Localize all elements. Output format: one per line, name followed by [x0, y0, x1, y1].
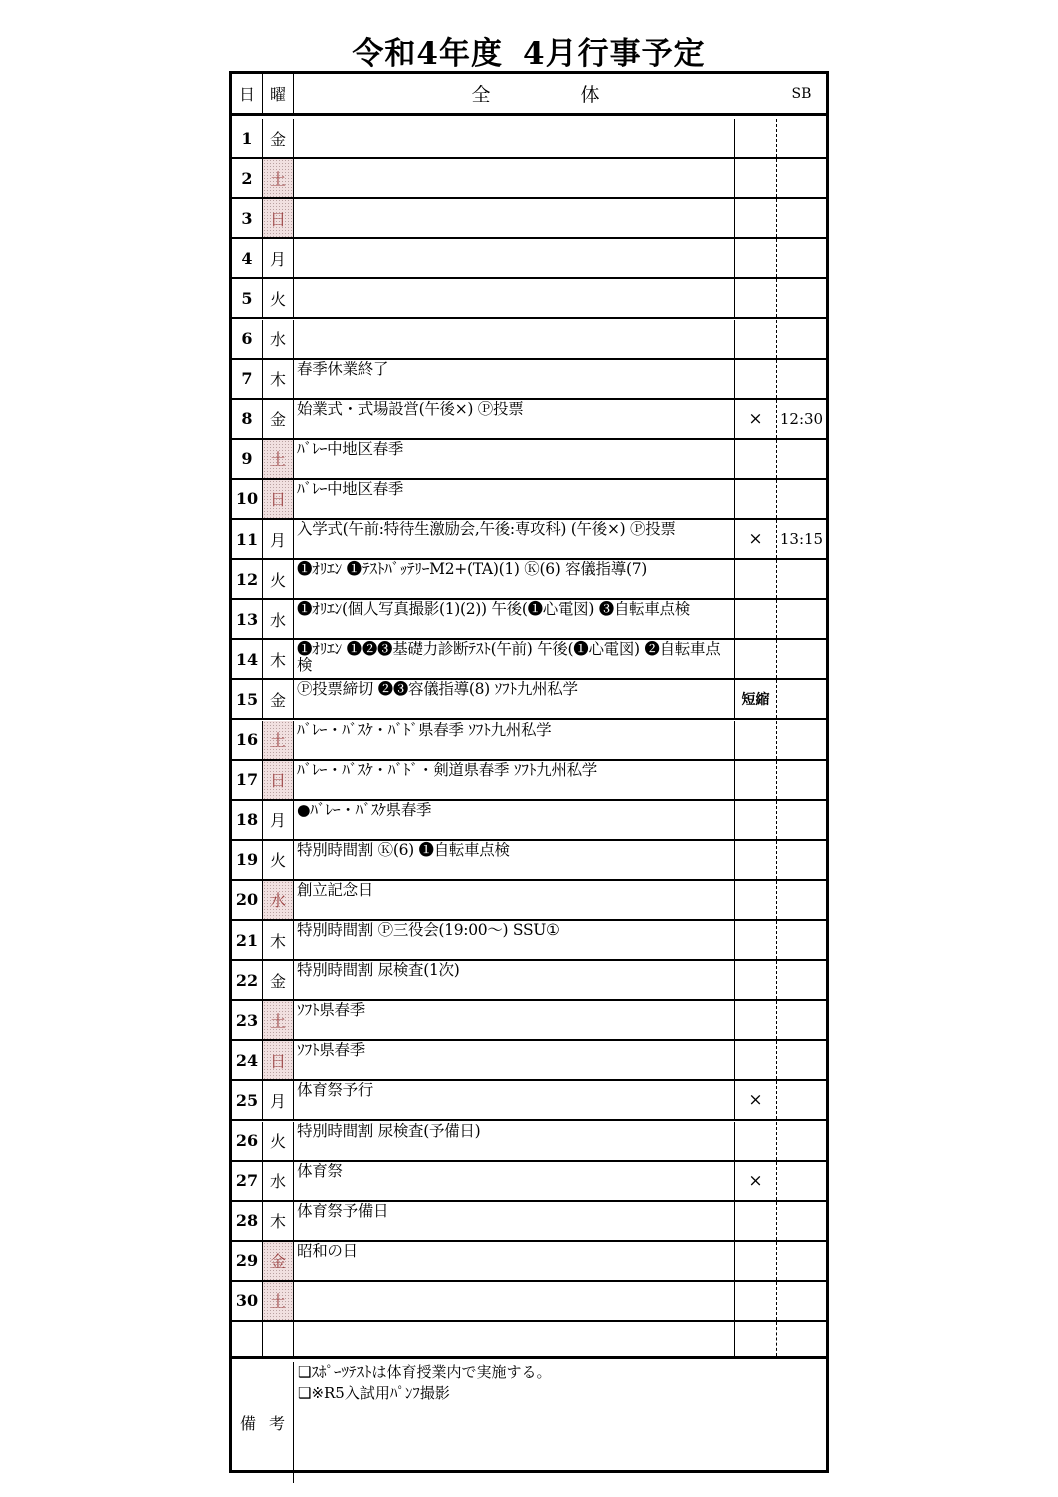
sb-cell — [777, 841, 826, 879]
event-cell: 特別時間割 尿検査(1次) — [294, 961, 735, 999]
table-row — [232, 841, 826, 881]
mark-cell — [735, 961, 777, 999]
mark-cell — [735, 1001, 777, 1039]
table-row — [232, 1242, 826, 1282]
table-row — [232, 1041, 826, 1081]
mark-cell — [735, 600, 777, 638]
day-number: 14 — [232, 640, 263, 678]
blank-row — [232, 1322, 826, 1359]
event-cell: ﾊﾞﾚｰ・ﾊﾞｽｹ・ﾊﾞﾄﾞ・剣道県春季 ｿﾌﾄ九州私学 — [294, 761, 735, 799]
event-cell — [294, 279, 735, 317]
table-row — [232, 680, 826, 720]
weekday-cell: 木 — [263, 640, 294, 678]
blank-cell — [232, 1322, 263, 1356]
day-number: 19 — [232, 841, 263, 879]
weekday-cell: 水 — [263, 320, 294, 358]
weekday-cell: 火 — [263, 1122, 294, 1160]
event-cell: Ⓟ投票締切 ❷❸容儀指導(8) ｿﾌﾄ九州私学 — [294, 680, 735, 718]
weekday-cell: 月 — [263, 520, 294, 558]
sb-cell — [777, 360, 826, 398]
day-number: 2 — [232, 159, 263, 197]
weekday-cell: 日 — [263, 480, 294, 518]
day-number: 16 — [232, 721, 263, 759]
mark-cell — [735, 1242, 777, 1280]
day-number: 22 — [232, 961, 263, 999]
day-number: 20 — [232, 881, 263, 919]
table-row — [232, 1122, 826, 1162]
mark-cell — [735, 480, 777, 518]
table-row — [232, 801, 826, 841]
mark-cell: × — [735, 1162, 777, 1200]
mark-cell — [735, 1041, 777, 1079]
notes-line: ❑ｽﾎﾟｰﾂﾃｽﾄは体育授業内で実施する。 — [298, 1363, 552, 1381]
day-number: 28 — [232, 1202, 263, 1240]
day-number: 30 — [232, 1282, 263, 1320]
day-number: 11 — [232, 520, 263, 558]
mark-cell — [735, 721, 777, 759]
day-number: 5 — [232, 279, 263, 317]
table-row — [232, 520, 826, 560]
day-number: 1 — [232, 119, 263, 157]
day-number: 24 — [232, 1041, 263, 1079]
sb-cell — [777, 1001, 826, 1039]
event-cell: 創立記念日 — [294, 881, 735, 919]
event-cell: 入学式(午前:特待生激励会,午後:専攻科) (午後×) Ⓟ投票 — [294, 520, 735, 558]
table-row — [232, 440, 826, 480]
sb-cell — [777, 961, 826, 999]
blank-cell — [294, 1322, 735, 1356]
weekday-cell: 木 — [263, 921, 294, 959]
event-cell: ｿﾌﾄ県春季 — [294, 1041, 735, 1079]
mark-cell: 短縮 — [735, 680, 777, 718]
day-number: 7 — [232, 360, 263, 398]
weekday-cell: 日 — [263, 1041, 294, 1079]
weekday-cell: 火 — [263, 841, 294, 879]
mark-cell — [735, 239, 777, 277]
sb-cell — [777, 1162, 826, 1200]
table-row — [232, 1202, 826, 1242]
weekday-cell: 月 — [263, 239, 294, 277]
event-cell: ❶ｵﾘｴﾝ ❶❷❸基礎力診断ﾃｽﾄ(午前) 午後(❶心電図) ❷自転車点検 — [294, 640, 735, 678]
table-row — [232, 560, 826, 600]
day-number: 27 — [232, 1162, 263, 1200]
event-cell — [294, 239, 735, 277]
notes-row — [232, 1362, 826, 1483]
event-cell: 特別時間割 Ⓟ三役会(19:00～) SSU① — [294, 921, 735, 959]
day-number: 6 — [232, 320, 263, 358]
sb-cell — [777, 279, 826, 317]
event-cell: 体育祭予行 — [294, 1081, 735, 1119]
weekday-cell: 土 — [263, 440, 294, 478]
event-cell: 始業式・式場設営(午後×) Ⓟ投票 — [294, 400, 735, 438]
day-number: 4 — [232, 239, 263, 277]
mark-cell: × — [735, 1081, 777, 1119]
mark-cell — [735, 640, 777, 678]
event-cell: ｿﾌﾄ県春季 — [294, 1001, 735, 1039]
table-header — [232, 74, 826, 116]
mark-cell — [735, 560, 777, 598]
weekday-cell: 月 — [263, 801, 294, 839]
page-title — [0, 28, 1058, 73]
sb-cell — [777, 881, 826, 919]
event-cell — [294, 199, 735, 237]
header-day: 日 — [232, 74, 263, 113]
sb-cell — [777, 480, 826, 518]
weekday-cell: 水 — [263, 881, 294, 919]
weekday-cell: 火 — [263, 279, 294, 317]
event-cell: ❶ｵﾘｴﾝ ❶ﾃｽﾄﾊﾞｯﾃﾘｰM2+(TA)(1) Ⓚ(6) 容儀指導(7) — [294, 560, 735, 598]
sb-cell — [777, 239, 826, 277]
sb-cell — [777, 761, 826, 799]
mark-cell: × — [735, 520, 777, 558]
mark-cell — [735, 320, 777, 358]
title-month: 4月行事予定 — [523, 36, 706, 72]
weekday-cell: 金 — [263, 961, 294, 999]
event-cell: ﾊﾞﾚｰ中地区春季 — [294, 480, 735, 518]
header-weekday: 曜 — [263, 74, 294, 113]
table-row — [232, 761, 826, 801]
mark-cell — [735, 360, 777, 398]
event-cell: ﾊﾞﾚｰ・ﾊﾞｽｹ・ﾊﾞﾄﾞ県春季 ｿﾌﾄ九州私学 — [294, 721, 735, 759]
day-number: 3 — [232, 199, 263, 237]
mark-cell — [735, 1122, 777, 1160]
notes-body — [294, 1362, 826, 1483]
mark-cell — [735, 119, 777, 157]
mark-cell — [735, 440, 777, 478]
weekday-cell: 金 — [263, 1242, 294, 1280]
schedule-table — [229, 71, 829, 1473]
weekday-cell: 木 — [263, 360, 294, 398]
weekday-cell: 水 — [263, 1162, 294, 1200]
sb-cell — [777, 159, 826, 197]
mark-cell — [735, 881, 777, 919]
mark-cell — [735, 199, 777, 237]
sb-cell — [777, 1122, 826, 1160]
mark-cell — [735, 1202, 777, 1240]
day-number: 10 — [232, 480, 263, 518]
sb-cell — [777, 1041, 826, 1079]
event-cell: 体育祭 — [294, 1162, 735, 1200]
mark-cell — [735, 279, 777, 317]
day-number: 25 — [232, 1081, 263, 1119]
title-year: 令和4年度 — [352, 36, 503, 72]
day-number: 26 — [232, 1122, 263, 1160]
weekday-cell: 日 — [263, 761, 294, 799]
sb-cell — [777, 680, 826, 718]
sb-cell — [777, 320, 826, 358]
weekday-cell: 土 — [263, 721, 294, 759]
event-cell: 特別時間割 尿検査(予備日) — [294, 1122, 735, 1160]
event-cell: 昭和の日 — [294, 1242, 735, 1280]
weekday-cell: 土 — [263, 159, 294, 197]
blank-cell — [263, 1322, 294, 1356]
mark-cell — [735, 801, 777, 839]
table-row — [232, 480, 826, 520]
table-row — [232, 640, 826, 680]
mark-cell — [735, 841, 777, 879]
notes-line: ❑※R5入試用ﾊﾟﾝﾌ撮影 — [298, 1384, 450, 1402]
weekday-cell: 火 — [263, 560, 294, 598]
sb-cell — [777, 1282, 826, 1320]
table-row — [232, 600, 826, 640]
table-row — [232, 881, 826, 921]
weekday-cell: 水 — [263, 600, 294, 638]
sb-cell — [777, 1202, 826, 1240]
blank-cell — [735, 1322, 777, 1356]
header-sb: SB — [791, 85, 812, 102]
table-row — [232, 961, 826, 1001]
mark-cell — [735, 761, 777, 799]
event-cell: 春季休業終了 — [294, 360, 735, 398]
event-cell: 特別時間割 Ⓚ(6) ❶自転車点検 — [294, 841, 735, 879]
sb-cell — [777, 560, 826, 598]
table-row — [232, 119, 826, 159]
blank-cell — [777, 1322, 826, 1356]
table-row — [232, 1162, 826, 1202]
event-cell: 体育祭予備日 — [294, 1202, 735, 1240]
sb-cell — [777, 199, 826, 237]
sb-cell — [777, 440, 826, 478]
day-number: 13 — [232, 600, 263, 638]
table-row — [232, 921, 826, 961]
table-row — [232, 199, 826, 239]
mark-cell — [735, 159, 777, 197]
weekday-cell: 日 — [263, 199, 294, 237]
sb-cell — [777, 1242, 826, 1280]
event-cell: ﾊﾞﾚｰ中地区春季 — [294, 440, 735, 478]
day-number: 21 — [232, 921, 263, 959]
table-row — [232, 360, 826, 400]
table-row — [232, 1001, 826, 1041]
event-cell — [294, 119, 735, 157]
sb-cell — [777, 600, 826, 638]
day-number: 18 — [232, 801, 263, 839]
weekday-cell: 月 — [263, 1081, 294, 1119]
day-number: 23 — [232, 1001, 263, 1039]
weekday-cell: 金 — [263, 680, 294, 718]
event-cell: ❶ｵﾘｴﾝ(個人写真撮影(1)(2)) 午後(❶心電図) ❸自転車点検 — [294, 600, 735, 638]
sb-cell: 13:15 — [779, 530, 824, 549]
notes-label: 備 考 — [232, 1362, 294, 1483]
weekday-cell: 金 — [263, 400, 294, 438]
sb-cell — [777, 1081, 826, 1119]
weekday-cell: 土 — [263, 1282, 294, 1320]
day-number: 12 — [232, 560, 263, 598]
weekday-cell: 土 — [263, 1001, 294, 1039]
sb-cell — [777, 721, 826, 759]
day-number: 8 — [232, 400, 263, 438]
day-number: 9 — [232, 440, 263, 478]
table-row — [232, 721, 826, 761]
sb-cell — [777, 640, 826, 678]
table-row — [232, 1282, 826, 1322]
weekday-cell: 金 — [263, 119, 294, 157]
event-cell: ●ﾊﾞﾚｰ・ﾊﾞｽｹ県春季 — [294, 801, 735, 839]
table-row — [232, 159, 826, 199]
header-main: 全体 — [471, 84, 690, 106]
mark-cell: × — [735, 400, 777, 438]
table-row — [232, 279, 826, 319]
day-number: 29 — [232, 1242, 263, 1280]
mark-cell — [735, 921, 777, 959]
event-cell — [294, 1282, 735, 1320]
day-number: 15 — [232, 680, 263, 718]
event-cell — [294, 159, 735, 197]
table-row — [232, 239, 826, 279]
sb-cell — [777, 921, 826, 959]
event-cell — [294, 320, 735, 358]
sb-cell — [777, 119, 826, 157]
mark-cell — [735, 1282, 777, 1320]
sb-cell — [777, 801, 826, 839]
day-number: 17 — [232, 761, 263, 799]
table-row — [232, 320, 826, 360]
table-row — [232, 400, 826, 440]
table-row — [232, 1081, 826, 1121]
sb-cell: 12:30 — [779, 409, 824, 428]
weekday-cell: 木 — [263, 1202, 294, 1240]
